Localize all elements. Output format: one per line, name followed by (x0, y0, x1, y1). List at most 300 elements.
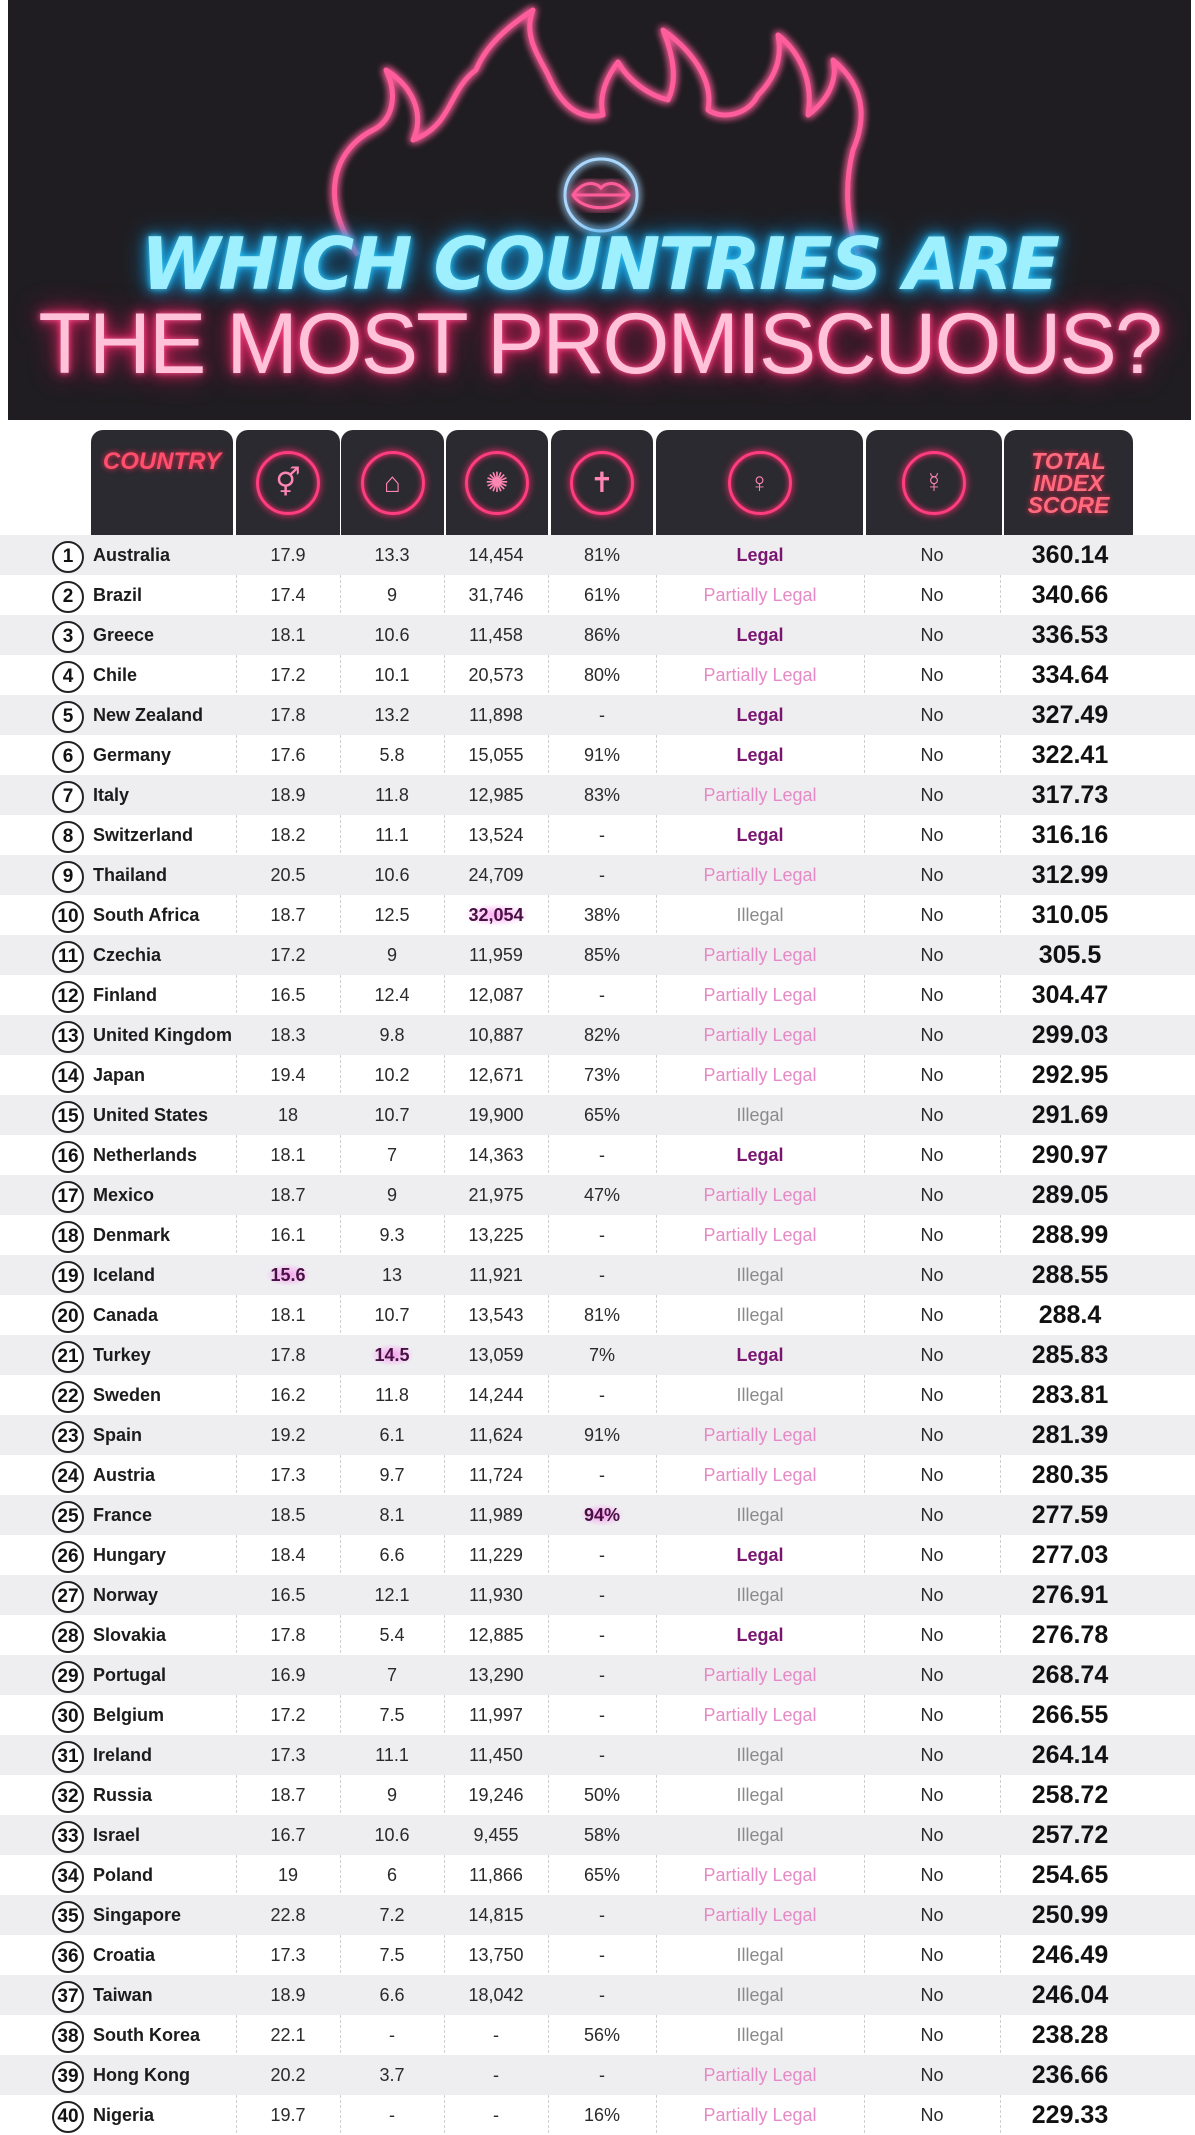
country-name: Turkey (93, 1345, 151, 1365)
cell-legal-status: Legal (736, 825, 784, 845)
total-score: 322.41 (1031, 741, 1109, 769)
cell-col-1: 16.5 (270, 1585, 306, 1605)
country-name: Germany (93, 745, 172, 765)
cell-col-6: No (920, 1705, 944, 1725)
cell-col-6: No (920, 625, 944, 645)
cell-col-1: 16.1 (270, 1225, 306, 1245)
total-score: 340.66 (1031, 581, 1109, 609)
cell-col-4: - (599, 1585, 605, 1605)
table-row (0, 1415, 1195, 1455)
rank-badge: 24 (52, 1461, 84, 1493)
cell-col-6: No (920, 1185, 944, 1205)
table-row (0, 2015, 1195, 2055)
bed-icon: ⌂ (361, 451, 425, 515)
cell-col-6: No (920, 1985, 944, 2005)
table-row (0, 1895, 1195, 1935)
cell-col-3: - (493, 2065, 499, 2085)
rank-badge: 1 (52, 541, 84, 573)
cell-col-2: 7.5 (379, 1945, 405, 1965)
country-name: Brazil (93, 585, 143, 605)
cell-legal-status: Legal (736, 705, 784, 725)
cell-col-3: 18,042 (468, 1985, 524, 2005)
total-score: 280.35 (1031, 1461, 1109, 1489)
cell-col-6: No (920, 1265, 944, 1285)
cell-col-3: 21,975 (468, 1185, 524, 1205)
cell-col-3: 13,059 (468, 1345, 524, 1365)
cell-col-3: 11,989 (469, 1505, 523, 1525)
total-score: 288.55 (1031, 1261, 1109, 1289)
cell-col-6: No (920, 1865, 944, 1885)
cell-col-4: 58% (583, 1825, 621, 1845)
cell-col-6: No (920, 1385, 944, 1405)
table-row (0, 2055, 1195, 2095)
cell-col-6: No (920, 1545, 944, 1565)
rank-badge: 12 (52, 981, 84, 1013)
cell-col-2: 6.1 (379, 1425, 405, 1445)
cell-col-2: 9 (386, 585, 397, 605)
rank-badge: 27 (52, 1581, 84, 1613)
cell-col-1: 16.9 (270, 1665, 306, 1685)
cell-col-6: No (920, 1105, 944, 1125)
cell-col-1: 17.2 (270, 945, 306, 965)
cell-col-3: 14,244 (468, 1385, 524, 1405)
cell-col-4: 81% (583, 545, 621, 565)
rank-badge: 26 (52, 1541, 84, 1573)
country-name: France (93, 1505, 153, 1525)
cell-col-2: 9.3 (379, 1225, 405, 1245)
country-name: Singapore (93, 1905, 182, 1925)
total-score: 229.33 (1031, 2101, 1109, 2129)
cell-col-2: 12.5 (374, 905, 410, 925)
country-name: Netherlands (93, 1145, 198, 1165)
cell-col-1: 22.1 (270, 2025, 306, 2045)
cell-col-4: 94% (548, 1495, 656, 1535)
cell-col-3: 32,054 (444, 895, 548, 935)
rank-badge: 9 (52, 861, 84, 893)
cell-col-6: No (920, 2065, 944, 2085)
cell-col-2: 9.7 (379, 1465, 405, 1485)
cell-col-2: 6.6 (379, 1985, 405, 2005)
cell-col-3: 14,815 (468, 1905, 524, 1925)
cell-col-1: 18.5 (270, 1505, 306, 1525)
total-score: 327.49 (1031, 701, 1109, 729)
country-name: Australia (93, 545, 171, 565)
cell-col-4: - (599, 1745, 605, 1765)
total-score: 277.59 (1031, 1501, 1109, 1529)
total-score: 292.95 (1031, 1061, 1109, 1089)
rank-badge: 14 (52, 1061, 84, 1093)
cell-col-1: 18.1 (270, 1305, 306, 1325)
flame-outline (334, 10, 861, 255)
cell-col-1: 17.9 (270, 545, 306, 565)
country-name: Taiwan (93, 1985, 153, 2005)
rank-badge: 4 (52, 661, 84, 693)
total-score: 304.47 (1031, 981, 1109, 1009)
cell-col-3: 13,524 (468, 825, 524, 845)
cell-col-1: 15.6 (236, 1255, 340, 1295)
cell-col-4: 61% (583, 585, 621, 605)
cell-col-4: - (599, 1705, 605, 1725)
table-row (0, 1815, 1195, 1855)
cell-col-2: 10.6 (374, 1825, 410, 1845)
cell-col-4: 85% (583, 945, 621, 965)
table-row (0, 1375, 1195, 1415)
cell-col-2: 9 (386, 1785, 397, 1805)
cell-legal-status: Partially Legal (703, 665, 817, 685)
table-row (0, 1575, 1195, 1615)
total-score: 250.99 (1031, 1901, 1109, 1929)
cell-col-6: No (920, 905, 944, 925)
header-col-4 (551, 430, 653, 535)
table-row (0, 1295, 1195, 1335)
cell-col-1: 16.2 (270, 1385, 306, 1405)
country-name: Japan (93, 1065, 146, 1085)
cell-col-2: 6 (386, 1865, 397, 1885)
table-row (0, 1935, 1195, 1975)
cell-col-3: 11,229 (469, 1545, 523, 1565)
cell-legal-status: Partially Legal (703, 1465, 817, 1485)
cell-col-6: No (920, 705, 944, 725)
table-row (0, 1335, 1195, 1375)
cell-legal-status: Illegal (736, 1825, 784, 1845)
total-score: 276.78 (1031, 1621, 1109, 1649)
total-score: 290.97 (1031, 1141, 1109, 1169)
cell-legal-status: Partially Legal (703, 785, 817, 805)
cell-col-4: - (599, 985, 605, 1005)
cell-col-3: 13,225 (468, 1225, 524, 1245)
rank-badge: 22 (52, 1381, 84, 1413)
total-score: 246.04 (1031, 1981, 1109, 2009)
cell-col-3: 11,959 (469, 945, 523, 965)
rank-badge: 17 (52, 1181, 84, 1213)
cell-legal-status: Illegal (736, 1745, 784, 1765)
cell-col-3: 24,709 (468, 865, 524, 885)
cell-col-1: 20.2 (270, 2065, 306, 2085)
cell-col-6: No (920, 865, 944, 885)
table-row (0, 1695, 1195, 1735)
cell-col-4: - (599, 1145, 605, 1165)
cell-col-3: 11,866 (469, 1865, 523, 1885)
table-row (0, 975, 1195, 1015)
cell-legal-status: Illegal (736, 1305, 784, 1325)
rank-badge: 33 (52, 1821, 84, 1853)
total-score: 285.83 (1031, 1341, 1109, 1369)
cell-col-1: 18.7 (270, 1785, 306, 1805)
table-row (0, 655, 1195, 695)
table-row (0, 815, 1195, 855)
table-row (0, 855, 1195, 895)
cell-col-4: - (599, 1225, 605, 1245)
country-name: Mexico (93, 1185, 155, 1205)
country-name: Sweden (93, 1385, 162, 1405)
cell-col-4: - (599, 1945, 605, 1965)
cell-col-1: 18.7 (270, 905, 306, 925)
cell-col-3: 11,458 (469, 625, 523, 645)
cell-legal-status: Illegal (736, 905, 784, 925)
rank-badge: 30 (52, 1701, 84, 1733)
country-name: Chile (93, 665, 138, 685)
cell-legal-status: Partially Legal (703, 1425, 817, 1445)
cell-col-2: 8.1 (379, 1505, 405, 1525)
table-row (0, 1735, 1195, 1775)
country-name: Hungary (93, 1545, 167, 1565)
table-row (0, 1655, 1195, 1695)
cell-legal-status: Legal (736, 625, 784, 645)
cell-col-3: 11,997 (469, 1705, 523, 1725)
cell-col-3: 11,450 (469, 1745, 523, 1765)
cell-col-3: 20,573 (468, 665, 524, 685)
total-score: 258.72 (1031, 1781, 1109, 1809)
cell-col-1: 18.3 (270, 1025, 306, 1045)
rank-badge: 7 (52, 781, 84, 813)
rank-badge: 21 (52, 1341, 84, 1373)
cell-col-6: No (920, 1505, 944, 1525)
cell-legal-status: Legal (736, 1625, 784, 1645)
cell-col-3: 14,454 (468, 545, 524, 565)
country-name: Nigeria (93, 2105, 155, 2125)
header-col-5 (656, 430, 863, 535)
cell-col-1: 18.9 (270, 1985, 306, 2005)
cell-col-1: 16.5 (270, 985, 306, 1005)
cell-col-6: No (920, 1065, 944, 1085)
cell-col-6: No (920, 1585, 944, 1605)
cell-legal-status: Legal (736, 1545, 784, 1565)
rank-badge: 6 (52, 741, 84, 773)
header-total: TOTAL INDEX SCORE (1004, 430, 1133, 535)
total-score: 336.53 (1031, 621, 1109, 649)
table-row (0, 535, 1195, 575)
cell-col-6: No (920, 785, 944, 805)
cell-col-2: 14.5 (340, 1335, 444, 1375)
cell-col-1: 17.8 (270, 1625, 306, 1645)
cell-col-6: No (920, 1825, 944, 1845)
cell-col-6: No (920, 665, 944, 685)
total-score: 334.64 (1031, 661, 1109, 689)
cell-col-2: 10.2 (374, 1065, 410, 1085)
cell-col-4: 65% (583, 1865, 621, 1885)
country-name: Slovakia (93, 1625, 167, 1645)
cell-col-1: 18.1 (270, 625, 306, 645)
table-row (0, 1015, 1195, 1055)
cell-col-3: 19,900 (468, 1105, 524, 1125)
cell-col-1: 17.6 (270, 745, 306, 765)
table-row (0, 1255, 1195, 1295)
cell-col-2: 3.7 (379, 2065, 405, 2085)
cell-col-2: 10.6 (374, 865, 410, 885)
country-name: Thailand (93, 865, 168, 885)
cell-col-4: 82% (583, 1025, 621, 1045)
cell-col-6: No (920, 1465, 944, 1485)
woman-icon: ♀ (728, 451, 792, 515)
cell-col-3: 11,624 (469, 1425, 523, 1445)
cell-col-4: - (599, 1905, 605, 1925)
cell-legal-status: Legal (736, 1145, 784, 1165)
country-name: United States (93, 1105, 209, 1125)
table-row (0, 1615, 1195, 1655)
cell-col-1: 17.3 (270, 1945, 306, 1965)
cell-col-2: 7 (386, 1145, 397, 1165)
cell-col-2: 12.1 (374, 1585, 410, 1605)
cell-col-1: 19.7 (270, 2105, 306, 2125)
cell-col-2: 13.2 (374, 705, 410, 725)
cell-col-1: 22.8 (270, 1905, 306, 1925)
country-name: Norway (93, 1585, 159, 1605)
title-line-1: WHICH COUNTRIES ARE (140, 222, 1059, 306)
rank-badge: 28 (52, 1621, 84, 1653)
total-score: 268.74 (1031, 1661, 1109, 1689)
cell-legal-status: Partially Legal (703, 1025, 817, 1045)
cell-col-4: 91% (583, 1425, 621, 1445)
header-col-3 (446, 430, 548, 535)
country-name: Poland (93, 1865, 154, 1885)
cell-col-6: No (920, 585, 944, 605)
rank-badge: 37 (52, 1981, 84, 2013)
cell-col-4: - (599, 1545, 605, 1565)
rank-badge: 32 (52, 1781, 84, 1813)
total-score: 317.73 (1031, 781, 1109, 809)
total-score: 283.81 (1031, 1381, 1109, 1409)
cell-col-3: 19,246 (468, 1785, 524, 1805)
cell-col-6: No (920, 2025, 944, 2045)
cell-col-3: 14,363 (468, 1145, 524, 1165)
table-row (0, 1975, 1195, 2015)
table-row (0, 575, 1195, 615)
cell-legal-status: Partially Legal (703, 1705, 817, 1725)
cell-col-1: 17.4 (270, 585, 306, 605)
cell-col-6: No (920, 1745, 944, 1765)
table-row (0, 735, 1195, 775)
cell-col-2: 13 (381, 1265, 403, 1285)
cell-col-4: 38% (583, 905, 621, 925)
total-score: 276.91 (1031, 1581, 1109, 1609)
table-row (0, 775, 1195, 815)
table-row (0, 895, 1195, 935)
country-name: Israel (93, 1825, 141, 1845)
total-score: 288.4 (1038, 1301, 1102, 1329)
rank-badge: 18 (52, 1221, 84, 1253)
total-score: 289.05 (1031, 1181, 1109, 1209)
cell-col-2: 11.1 (375, 825, 409, 845)
cell-legal-status: Partially Legal (703, 1905, 817, 1925)
rank-badge: 5 (52, 701, 84, 733)
gender-symbols-icon: ⚥ (256, 451, 320, 515)
cell-col-4: 91% (583, 745, 621, 765)
cell-col-3: 13,290 (468, 1665, 524, 1685)
cell-legal-status: Partially Legal (703, 2105, 817, 2125)
table-row (0, 615, 1195, 655)
cell-col-1: 17.3 (270, 1465, 306, 1485)
country-name: Greece (93, 625, 155, 645)
cell-legal-status: Partially Legal (703, 1865, 817, 1885)
cell-col-4: 80% (583, 665, 621, 685)
rank-badge: 36 (52, 1941, 84, 1973)
rank-badge: 15 (52, 1101, 84, 1133)
cell-col-6: No (920, 1665, 944, 1685)
cell-col-4: 16% (583, 2105, 621, 2125)
table-row (0, 1055, 1195, 1095)
rank-badge: 10 (52, 901, 84, 933)
total-score: 316.16 (1031, 821, 1109, 849)
cell-col-6: No (920, 1025, 944, 1045)
cell-legal-status: Illegal (736, 1985, 784, 2005)
header-col-2 (341, 430, 444, 535)
rank-badge: 29 (52, 1661, 84, 1693)
cell-col-4: - (599, 1665, 605, 1685)
cell-legal-status: Partially Legal (703, 585, 817, 605)
country-name: South Africa (93, 905, 200, 925)
cell-col-2: 11.8 (375, 1385, 409, 1405)
cell-col-2: 9 (386, 945, 397, 965)
cell-col-2: 11.1 (375, 1745, 409, 1765)
cell-col-4: 47% (583, 1185, 621, 1205)
total-score: 305.5 (1038, 941, 1102, 969)
cell-col-2: - (389, 2105, 395, 2125)
total-score: 310.05 (1031, 901, 1109, 929)
rank-badge: 31 (52, 1741, 84, 1773)
cell-col-1: 18.4 (270, 1545, 306, 1565)
cell-col-2: 9 (386, 1185, 397, 1205)
country-name: Finland (93, 985, 157, 1005)
cell-col-6: No (920, 745, 944, 765)
cell-col-1: 19.2 (270, 1425, 306, 1445)
cell-legal-status: Illegal (736, 1585, 784, 1605)
cell-col-4: - (599, 2065, 605, 2085)
cell-legal-status: Partially Legal (703, 1185, 817, 1205)
total-score: 299.03 (1031, 1021, 1109, 1049)
condom-icon: ✺ (465, 451, 529, 515)
cell-col-6: No (920, 1625, 944, 1645)
cell-col-4: - (599, 1625, 605, 1645)
cell-col-6: No (920, 2105, 944, 2125)
cell-col-3: 10,887 (468, 1025, 524, 1045)
cell-legal-status: Illegal (736, 1105, 784, 1125)
cell-col-4: - (599, 865, 605, 885)
country-name: Croatia (93, 1945, 156, 1965)
cell-col-2: 12.4 (374, 985, 410, 1005)
rank-badge: 13 (52, 1021, 84, 1053)
rank-badge: 3 (52, 621, 84, 653)
total-score: 236.66 (1031, 2061, 1109, 2089)
cell-legal-status: Partially Legal (703, 2065, 817, 2085)
cell-col-6: No (920, 1785, 944, 1805)
cell-col-1: 18.2 (270, 825, 306, 845)
cross-icon: ✝ (570, 451, 634, 515)
cell-col-3: 13,750 (468, 1945, 524, 1965)
total-score: 288.99 (1031, 1221, 1109, 1249)
rank-badge: 2 (52, 581, 84, 613)
cell-legal-status: Partially Legal (703, 1665, 817, 1685)
rank-badge: 8 (52, 821, 84, 853)
total-score: 281.39 (1031, 1421, 1109, 1449)
cell-col-1: 17.8 (270, 705, 306, 725)
rank-badge: 38 (52, 2021, 84, 2053)
cell-col-4: - (599, 705, 605, 725)
table-row (0, 1135, 1195, 1175)
cell-legal-status: Partially Legal (703, 945, 817, 965)
cell-legal-status: Legal (736, 545, 784, 565)
table-row (0, 1095, 1195, 1135)
rank-badge: 40 (52, 2101, 84, 2133)
country-table (0, 535, 1195, 2135)
cell-col-2: 7.5 (379, 1705, 405, 1725)
table-row (0, 935, 1195, 975)
cell-col-1: 18.7 (270, 1185, 306, 1205)
cell-col-1: 17.2 (270, 665, 306, 685)
cell-legal-status: Partially Legal (703, 1225, 817, 1245)
cell-col-6: No (920, 1225, 944, 1245)
total-score: 360.14 (1031, 541, 1109, 569)
cell-col-4: 81% (583, 1305, 621, 1325)
